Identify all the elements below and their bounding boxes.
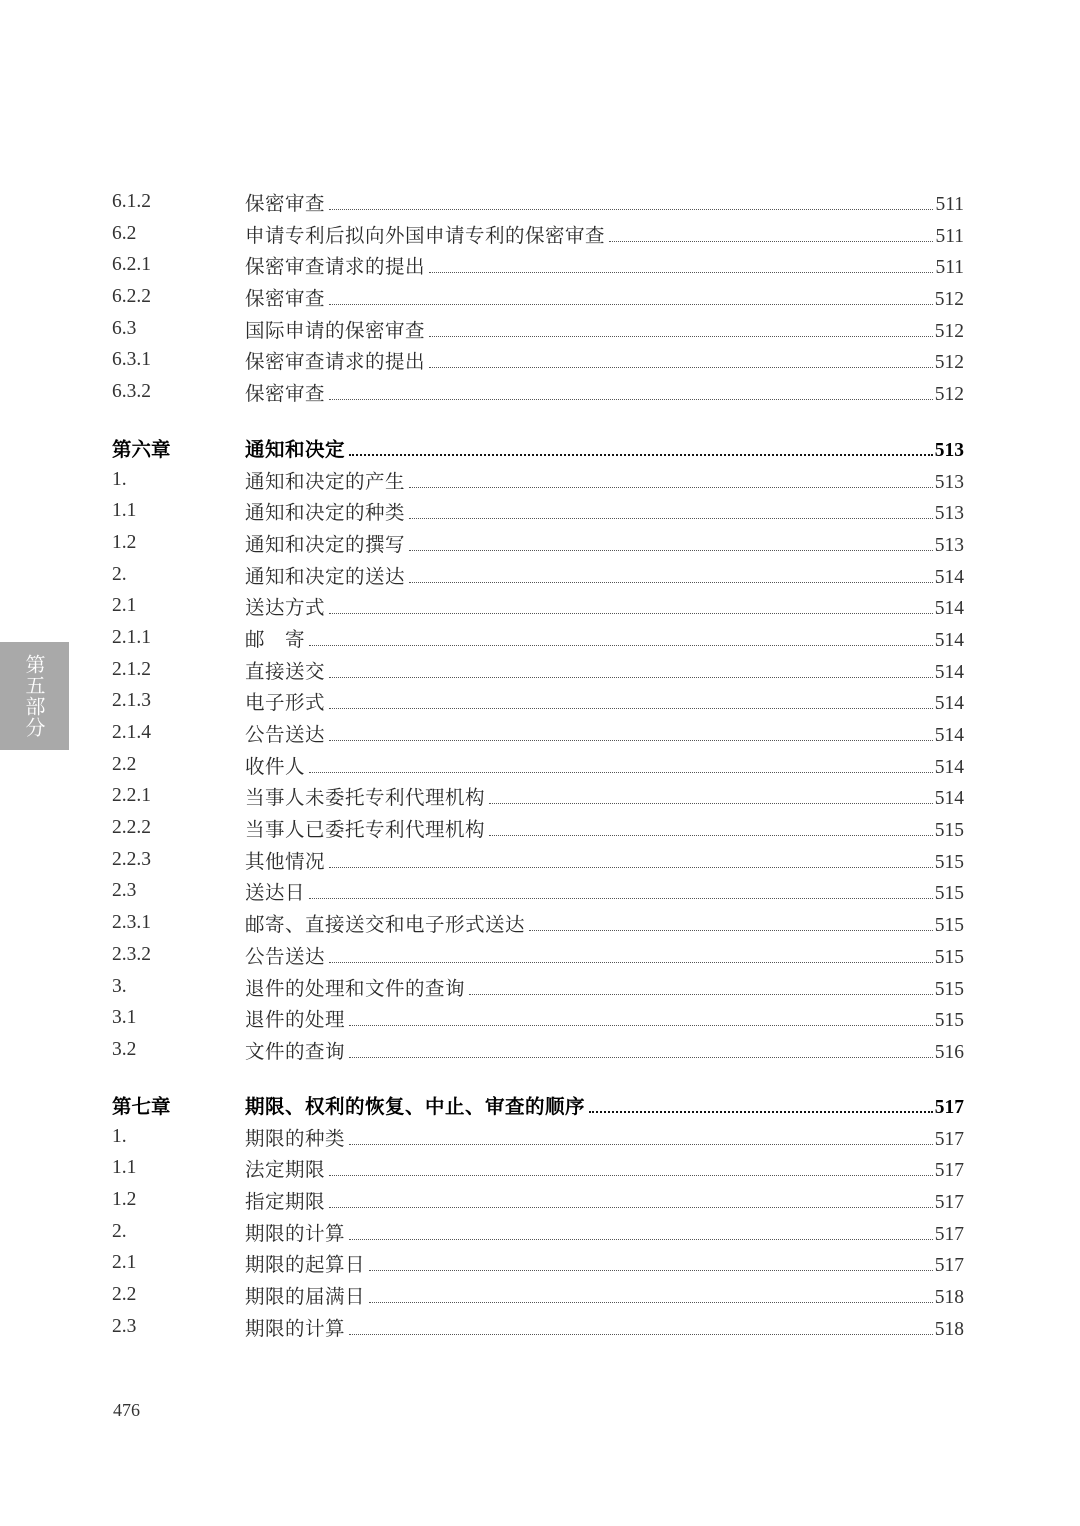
toc-entry-page: 514 bbox=[934, 661, 964, 683]
toc-entry-number: 6.2 bbox=[112, 222, 137, 244]
toc-entry-title: 保密审查请求的提出 bbox=[245, 350, 426, 374]
toc-entry-number: 2.2.2 bbox=[112, 817, 151, 839]
toc-entry-title: 邮 寄 bbox=[245, 627, 306, 651]
toc-entry-title-line bbox=[245, 656, 964, 684]
toc-entry-number: 2.3.1 bbox=[112, 912, 151, 934]
toc-chapter-row bbox=[112, 1089, 964, 1121]
toc-entry-number: 2.1.1 bbox=[112, 626, 151, 648]
toc-entry-page: 511 bbox=[935, 225, 964, 247]
part-side-tab bbox=[0, 642, 69, 750]
toc-entry-title-line bbox=[245, 251, 964, 279]
toc-entry-number: 2. bbox=[112, 1220, 127, 1242]
toc-entry-page: 517 bbox=[934, 1255, 964, 1277]
dot-leader bbox=[369, 1301, 933, 1303]
toc-entry-number: 3.1 bbox=[112, 1007, 137, 1029]
toc-entry-page: 513 bbox=[934, 534, 964, 556]
toc-row bbox=[112, 876, 964, 908]
toc-entry-number: 1.2 bbox=[112, 531, 137, 553]
toc-entry-number: 1.1 bbox=[112, 500, 137, 522]
toc-entry-title: 法定期限 bbox=[245, 1158, 326, 1182]
toc-entry-page: 514 bbox=[934, 693, 964, 715]
toc-entry-title-line bbox=[245, 782, 964, 810]
toc-entry-page: 512 bbox=[934, 383, 964, 405]
toc-entry-page: 517 bbox=[934, 1223, 964, 1245]
toc-row bbox=[112, 495, 964, 527]
toc-entry-number: 2.2.1 bbox=[112, 785, 151, 807]
toc-row bbox=[112, 344, 964, 376]
toc-row bbox=[112, 376, 964, 408]
toc-entry-title: 保密审查 bbox=[245, 381, 326, 405]
toc-row bbox=[112, 622, 964, 654]
toc-entry-title: 保密审查 bbox=[245, 191, 326, 215]
toc-row bbox=[112, 281, 964, 313]
toc-entry-title: 期限的种类 bbox=[245, 1126, 346, 1150]
dot-leader bbox=[429, 335, 933, 337]
toc-entry-title-line bbox=[245, 220, 964, 248]
toc-entry-title-line bbox=[245, 973, 964, 1001]
toc-entry-title-line bbox=[245, 1036, 964, 1064]
toc-row bbox=[112, 1279, 964, 1311]
toc-chapter-row bbox=[112, 432, 964, 464]
toc-entry-title: 保密审查 bbox=[245, 286, 326, 310]
toc-entry-title: 当事人已委托专利代理机构 bbox=[245, 818, 486, 842]
dot-leader bbox=[409, 517, 933, 519]
toc-entry-page: 512 bbox=[934, 288, 964, 310]
toc-entry-title: 送达日 bbox=[245, 881, 306, 905]
toc-entry-title: 通知和决定的产生 bbox=[245, 469, 406, 493]
toc-entry-number: 6.2.2 bbox=[112, 285, 151, 307]
toc-entry-title-line bbox=[245, 497, 964, 525]
toc-entry-title: 期限的计算 bbox=[245, 1316, 346, 1340]
dot-leader bbox=[409, 549, 933, 551]
toc-row bbox=[112, 717, 964, 749]
toc-entry-title: 保密审查请求的提出 bbox=[245, 255, 426, 279]
toc-row bbox=[112, 590, 964, 622]
toc-entry-title-line bbox=[245, 315, 964, 343]
toc-entry-page: 512 bbox=[934, 352, 964, 374]
toc-entry-title-line bbox=[245, 466, 964, 494]
side-tab-label: 第五部分 bbox=[22, 654, 46, 738]
toc-entry-page: 514 bbox=[934, 756, 964, 778]
toc-row bbox=[112, 1152, 964, 1184]
toc-entry-title: 通知和决定的种类 bbox=[245, 501, 406, 525]
toc-entry-number: 2.1 bbox=[112, 1252, 137, 1274]
toc-row bbox=[112, 844, 964, 876]
dot-leader bbox=[329, 1206, 933, 1208]
toc-entry-title-line bbox=[245, 1218, 964, 1246]
toc-entry-page: 515 bbox=[934, 946, 964, 968]
toc-entry-title: 期限的计算 bbox=[245, 1221, 346, 1245]
toc-entry-title-line bbox=[245, 877, 964, 905]
dot-leader bbox=[349, 1024, 933, 1026]
toc-entry-page: 511 bbox=[935, 193, 964, 215]
toc-entry-number: 6.1.2 bbox=[112, 190, 151, 212]
toc-entry-number: 1. bbox=[112, 468, 127, 490]
toc-entry-title-line bbox=[245, 1091, 964, 1119]
dot-leader bbox=[369, 1269, 933, 1271]
toc-entry-title-line bbox=[245, 941, 964, 969]
toc-row bbox=[112, 249, 964, 281]
toc-row bbox=[112, 313, 964, 345]
toc-chapter-7 bbox=[112, 1089, 964, 1343]
toc-entry-page: 515 bbox=[934, 883, 964, 905]
toc-entry-number: 2.1.4 bbox=[112, 722, 151, 744]
toc-entry-number: 1. bbox=[112, 1125, 127, 1147]
dot-leader bbox=[609, 240, 933, 242]
toc-entry-title-line bbox=[245, 719, 964, 747]
dot-leader bbox=[409, 581, 933, 583]
toc-entry-page: 515 bbox=[934, 978, 964, 1000]
toc-entry-title-line bbox=[245, 687, 964, 715]
dot-leader bbox=[349, 1056, 933, 1058]
toc-entry-number: 6.3.1 bbox=[112, 349, 151, 371]
toc-entry-title: 送达方式 bbox=[245, 596, 326, 620]
toc-row bbox=[112, 971, 964, 1003]
toc-entry-page: 512 bbox=[934, 320, 964, 342]
toc-entry-title-line bbox=[245, 909, 964, 937]
toc-section-6-1-2 bbox=[112, 186, 964, 408]
toc-entry-page: 517 bbox=[934, 1191, 964, 1213]
toc-entry-title-line bbox=[245, 529, 964, 557]
toc-entry-page: 514 bbox=[934, 629, 964, 651]
toc-entry-page: 515 bbox=[934, 1010, 964, 1032]
toc-entry-title-line bbox=[245, 188, 964, 216]
dot-leader bbox=[309, 897, 933, 899]
toc-row bbox=[112, 559, 964, 591]
toc-entry-title: 通知和决定 bbox=[245, 437, 346, 461]
dot-leader bbox=[309, 644, 933, 646]
toc-row bbox=[112, 1121, 964, 1153]
toc-entry-number: 第七章 bbox=[112, 1096, 171, 1118]
toc-entry-title-line bbox=[245, 846, 964, 874]
dot-leader bbox=[329, 398, 933, 400]
toc-entry-title-line bbox=[245, 1154, 964, 1182]
toc-row bbox=[112, 1311, 964, 1343]
toc-entry-title-line bbox=[245, 434, 964, 462]
toc-row bbox=[112, 781, 964, 813]
toc-entry-title: 国际申请的保密审查 bbox=[245, 318, 426, 342]
toc-entry-page: 518 bbox=[934, 1286, 964, 1308]
toc-entry-title: 其他情况 bbox=[245, 849, 326, 873]
toc-row bbox=[112, 464, 964, 496]
toc-entry-number: 1.1 bbox=[112, 1157, 137, 1179]
toc-entry-title-line bbox=[245, 283, 964, 311]
toc-entry-title-line bbox=[245, 1249, 964, 1277]
toc-row bbox=[112, 686, 964, 718]
toc-entry-number: 6.3 bbox=[112, 317, 137, 339]
toc-entry-title: 通知和决定的送达 bbox=[245, 564, 406, 588]
dot-leader bbox=[489, 834, 933, 836]
dot-leader bbox=[329, 739, 933, 741]
toc-entry-page: 516 bbox=[934, 1041, 964, 1063]
toc-row bbox=[112, 1002, 964, 1034]
toc-entry-title-line bbox=[245, 1281, 964, 1309]
dot-leader bbox=[409, 486, 933, 488]
toc-row bbox=[112, 939, 964, 971]
toc-entry-title: 申请专利后拟向外国申请专利的保密审查 bbox=[245, 223, 606, 247]
toc-entry-page: 514 bbox=[934, 566, 964, 588]
toc-entry-title-line bbox=[245, 378, 964, 406]
toc-entry-page: 511 bbox=[935, 257, 964, 279]
toc-row bbox=[112, 1184, 964, 1216]
toc-entry-number: 2. bbox=[112, 563, 127, 585]
toc-entry-number: 6.3.2 bbox=[112, 380, 151, 402]
toc-entry-title: 退件的处理 bbox=[245, 1008, 346, 1032]
dot-leader bbox=[329, 303, 933, 305]
toc-entry-page: 518 bbox=[934, 1318, 964, 1340]
toc-entry-page: 514 bbox=[934, 725, 964, 747]
toc-entry-title-line bbox=[245, 814, 964, 842]
toc-entry-number: 1.2 bbox=[112, 1188, 137, 1210]
dot-leader bbox=[309, 771, 933, 773]
dot-leader bbox=[329, 866, 933, 868]
toc-row bbox=[112, 1216, 964, 1248]
dot-leader bbox=[529, 929, 933, 931]
dot-leader bbox=[329, 208, 933, 210]
dot-leader bbox=[429, 271, 933, 273]
dot-leader bbox=[349, 1143, 933, 1145]
dot-leader bbox=[329, 1174, 933, 1176]
dot-leader bbox=[329, 707, 933, 709]
dot-leader bbox=[469, 993, 933, 995]
toc-entry-number: 2.1.2 bbox=[112, 658, 151, 680]
dot-leader bbox=[349, 1238, 933, 1240]
toc-entry-title-line bbox=[245, 1186, 964, 1214]
dot-leader bbox=[589, 1110, 933, 1113]
toc-entry-title: 期限、权利的恢复、中止、审查的顺序 bbox=[245, 1094, 586, 1118]
toc-entry-number: 3.2 bbox=[112, 1038, 137, 1060]
toc-entry-title: 当事人未委托专利代理机构 bbox=[245, 786, 486, 810]
toc-entry-title: 公告送达 bbox=[245, 723, 326, 747]
toc-entry-title: 文件的查询 bbox=[245, 1039, 346, 1063]
dot-leader bbox=[329, 612, 933, 614]
dot-leader bbox=[429, 366, 933, 368]
toc-entry-page: 514 bbox=[934, 788, 964, 810]
toc-row bbox=[112, 186, 964, 218]
toc-entry-page: 513 bbox=[934, 471, 964, 493]
toc-entry-title: 公告送达 bbox=[245, 944, 326, 968]
toc-entry-title-line bbox=[245, 1313, 964, 1341]
dot-leader bbox=[329, 676, 933, 678]
toc-row bbox=[112, 812, 964, 844]
toc-entry-number: 2.2 bbox=[112, 1283, 137, 1305]
toc-entry-page: 515 bbox=[934, 820, 964, 842]
toc-row bbox=[112, 527, 964, 559]
toc-entry-title-line bbox=[245, 592, 964, 620]
toc-entry-title: 退件的处理和文件的查询 bbox=[245, 976, 466, 1000]
toc-row bbox=[112, 654, 964, 686]
toc-entry-number: 第六章 bbox=[112, 439, 171, 461]
toc-entry-title: 邮寄、直接送交和电子形式送达 bbox=[245, 913, 526, 937]
toc-entry-title-line bbox=[245, 561, 964, 589]
toc-entry-page: 514 bbox=[934, 598, 964, 620]
toc-entry-title: 直接送交 bbox=[245, 659, 326, 683]
toc-entry-title: 电子形式 bbox=[245, 691, 326, 715]
toc-entry-title-line bbox=[245, 346, 964, 374]
toc-entry-page: 513 bbox=[934, 439, 964, 461]
toc-chapter-6 bbox=[112, 432, 964, 1066]
toc-entry-number: 2.3.2 bbox=[112, 943, 151, 965]
toc-entry-title: 期限的届满日 bbox=[245, 1284, 366, 1308]
toc-row bbox=[112, 1247, 964, 1279]
toc-row bbox=[112, 218, 964, 250]
toc-entry-title-line bbox=[245, 1123, 964, 1151]
dot-leader bbox=[349, 453, 933, 456]
toc-entry-number: 2.3 bbox=[112, 1315, 137, 1337]
toc-entry-page: 515 bbox=[934, 915, 964, 937]
toc-row bbox=[112, 749, 964, 781]
toc-entry-page: 517 bbox=[934, 1160, 964, 1182]
toc-entry-number: 2.3 bbox=[112, 880, 137, 902]
page-number: 476 bbox=[113, 1400, 140, 1420]
toc-row bbox=[112, 907, 964, 939]
toc-entry-page: 517 bbox=[934, 1096, 964, 1118]
toc-entry-title: 期限的起算日 bbox=[245, 1253, 366, 1277]
toc-entry-title: 收件人 bbox=[245, 754, 306, 778]
toc-entry-number: 2.1 bbox=[112, 595, 137, 617]
toc-entry-title: 通知和决定的撰写 bbox=[245, 532, 406, 556]
dot-leader bbox=[349, 1333, 933, 1335]
toc-entry-title: 指定期限 bbox=[245, 1189, 326, 1213]
toc-row bbox=[112, 1034, 964, 1066]
toc-entry-page: 515 bbox=[934, 851, 964, 873]
dot-leader bbox=[489, 802, 933, 804]
toc-entry-number: 2.2 bbox=[112, 753, 137, 775]
toc-entry-title-line bbox=[245, 1004, 964, 1032]
dot-leader bbox=[329, 961, 933, 963]
toc-entry-number: 6.2.1 bbox=[112, 254, 151, 276]
toc-entry-number: 3. bbox=[112, 975, 127, 997]
toc-entry-title-line bbox=[245, 624, 964, 652]
toc-entry-page: 517 bbox=[934, 1128, 964, 1150]
toc-entry-page: 513 bbox=[934, 503, 964, 525]
toc-entry-title-line bbox=[245, 751, 964, 779]
toc-entry-number: 2.1.3 bbox=[112, 690, 151, 712]
toc-entry-number: 2.2.3 bbox=[112, 848, 151, 870]
